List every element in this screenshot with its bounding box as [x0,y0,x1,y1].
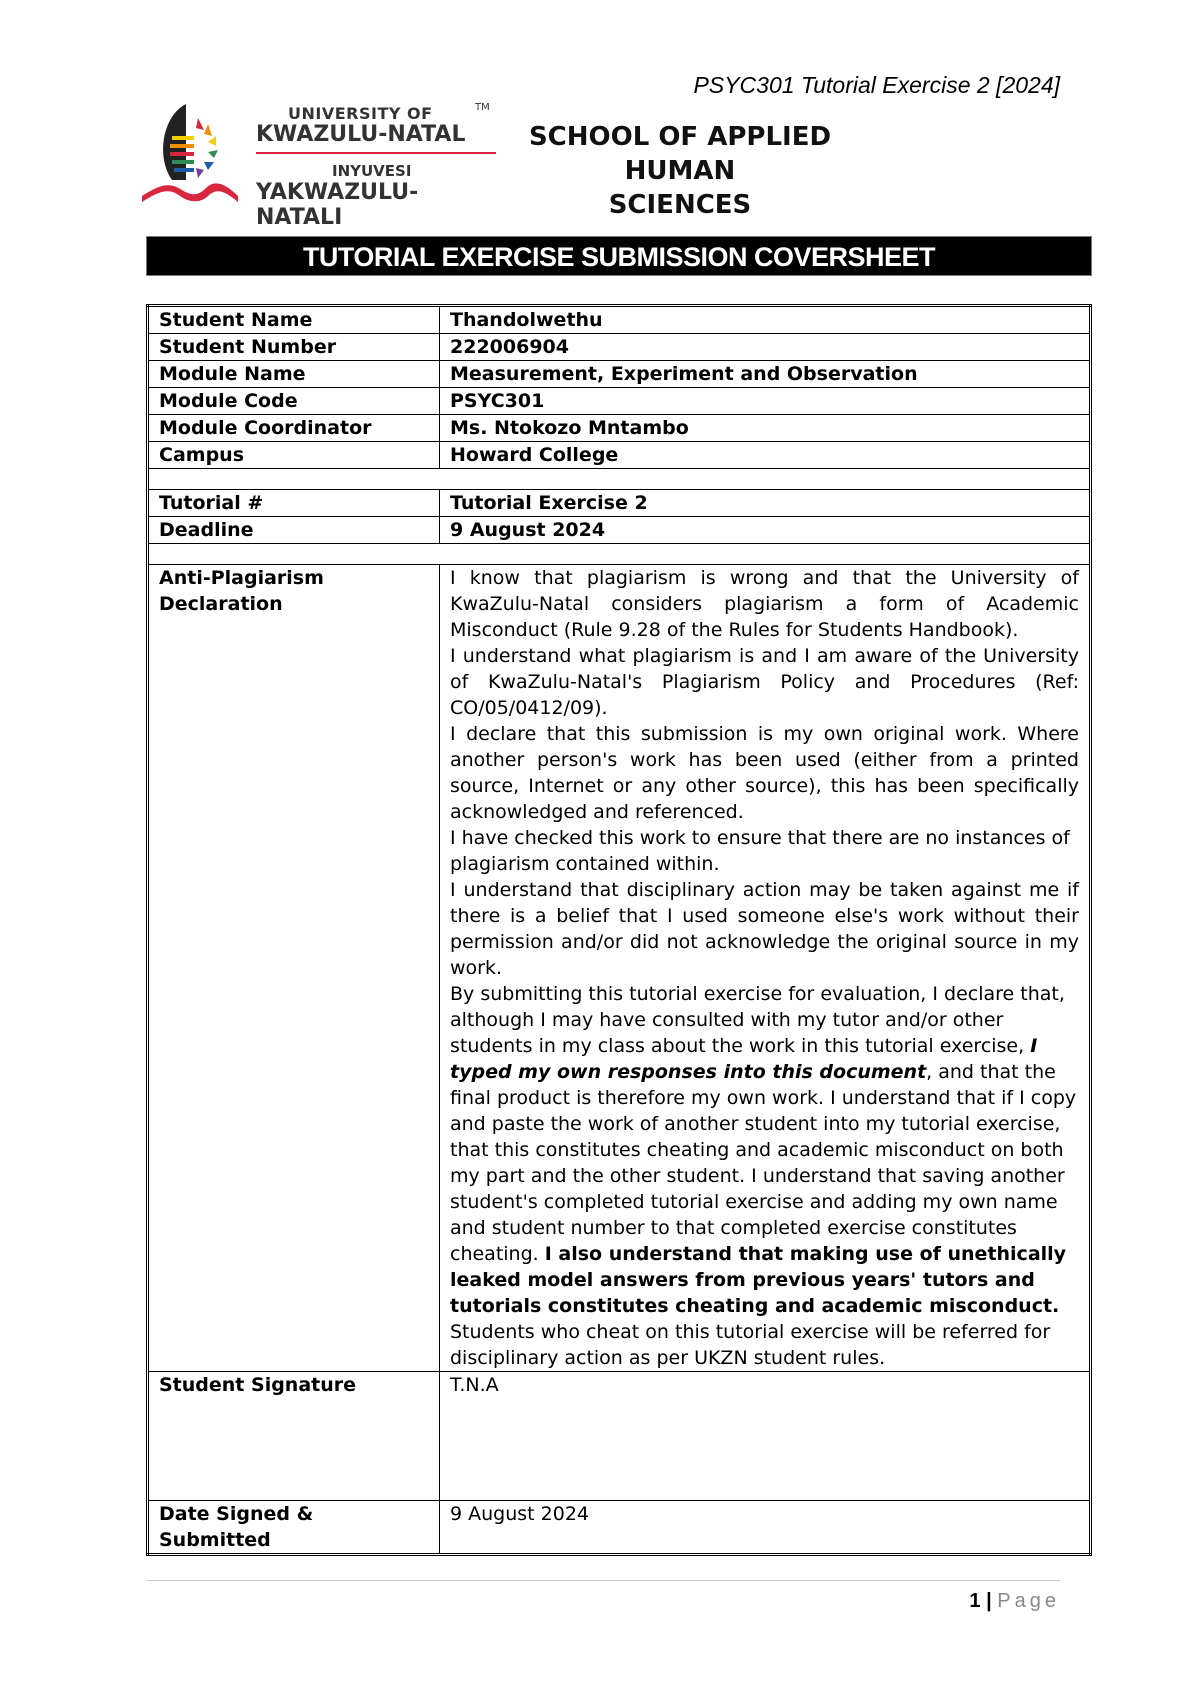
table-spacer-row [148,544,1091,565]
module-coordinator-label: Module Coordinator [148,415,440,442]
logo-text-line3: INYUVESI [332,162,412,180]
table-row [148,415,1091,442]
date-signed-value: 9 August 2024 [440,1501,1091,1555]
table-spacer-row [148,469,1091,490]
table-row [148,1372,1091,1501]
module-code-label: Module Code [148,388,440,415]
declaration-label-line1: Anti-Plagiarism [159,567,324,589]
tutorial-value: Tutorial Exercise 2 [440,490,1091,517]
module-code-value: PSYC301 [440,388,1091,415]
logo-text-line2: KWAZULU-NATAL [256,122,466,147]
school-heading [520,120,840,222]
table-row [148,1501,1091,1555]
table-row [148,334,1091,361]
tutorial-label: Tutorial # [148,490,440,517]
page-number: 1 [969,1590,981,1612]
declaration-text-run: By submitting this tutorial exercise for evaluation, I declare that, although I may have consulted with my tutor and/or other students in my class about the work in this tutorial exercise, [450,983,1065,1057]
university-logo [142,98,502,230]
coversheet-title-bar [146,236,1092,276]
campus-value: Howard College [440,442,1091,469]
declaration-paragraph-final [450,981,1079,1371]
table-row [148,490,1091,517]
logo-text-line1: UNIVERSITY OF [288,104,433,123]
declaration-paragraph: I understand that disciplinary action may be taken against me if there is a belief that I used someone else's work without their permission and/or did not acknowledge the original source in my work. [450,879,1079,979]
logo-divider [256,152,496,154]
declaration-bold-statement: I also understand that making use of unethically leaked model answers from previous years' tutors and tutorials constitutes cheating and academic misconduct. [450,1243,1067,1317]
declaration-text [440,565,1091,1372]
page-separator: | [986,1590,992,1612]
table-row [148,442,1091,469]
table-row [148,388,1091,415]
student-number-label: Student Number [148,334,440,361]
declaration-paragraph: I declare that this submission is my own original work. Where another person's work has been used (either from a printed source, Internet or any other source), this has been specifically acknowledged and referenced. [450,723,1079,823]
student-name-value: Thandolwethu [440,306,1091,334]
declaration-text-run: Students who cheat on this tutorial exercise will be referred for disciplinary action as per UKZN student rules. [450,1321,1051,1369]
page-label: Page [997,1590,1060,1612]
school-heading-line2: SCIENCES [608,190,752,220]
module-reference-header: PSYC301 Tutorial Exercise 2 [2024] [693,72,1060,98]
logo-text-line4: YAKWAZULU-NATALI [256,180,419,230]
declaration-paragraph: I understand what plagiarism is and I am aware of the University of KwaZulu-Natal's Plagiarism Policy and Procedures (Ref: CO/05/0412/09). [450,645,1079,719]
module-name-value: Measurement, Experiment and Observation [440,361,1091,388]
declaration-text-run: , and that the final product is therefore my own work. I understand that if I copy and paste the work of another student into my tutorial exercise, that this constitutes cheating and academic misconduct on both my part and the other student. I understand that saving another student's completed tutorial exercise and adding my own name and student number to that completed exercise constitutes cheating. [450,1061,1077,1265]
ukzn-emblem-icon [142,98,252,210]
declaration-paragraph: I have checked this work to ensure that there are no instances of plagiarism contained within. [450,827,1070,875]
declaration-label [148,565,440,1372]
declaration-paragraph: I know that plagiarism is wrong and that the University of KwaZulu-Natal considers plagiarism a form of Academic Misconduct (Rule 9.28 of the Rules for Students Handbook). [450,567,1079,641]
logo-trademark: TM [475,102,490,113]
coversheet-table [146,304,1092,1556]
table-row [148,361,1091,388]
footer-divider [146,1580,1060,1581]
student-name-label: Student Name [148,306,440,334]
table-row [148,517,1091,544]
module-name-label: Module Name [148,361,440,388]
date-signed-label: Date Signed & Submitted [148,1501,440,1555]
deadline-value: 9 August 2024 [440,517,1091,544]
student-number-value: 222006904 [440,334,1091,361]
school-heading-line1: SCHOOL OF APPLIED HUMAN [528,122,832,186]
signature-label: Student Signature [148,1372,440,1501]
page-footer [700,1590,1060,1613]
campus-label: Campus [148,442,440,469]
table-row [148,306,1091,334]
declaration-emphasis: I typed my own responses into this document [450,1035,1038,1083]
deadline-label: Deadline [148,517,440,544]
signature-value: T.N.A [440,1372,1091,1501]
module-coordinator-value: Ms. Ntokozo Mntambo [440,415,1091,442]
table-row [148,565,1091,1372]
declaration-label-line2: Declaration [159,593,283,615]
coversheet-title: TUTORIAL EXERCISE SUBMISSION COVERSHEET [302,242,936,272]
